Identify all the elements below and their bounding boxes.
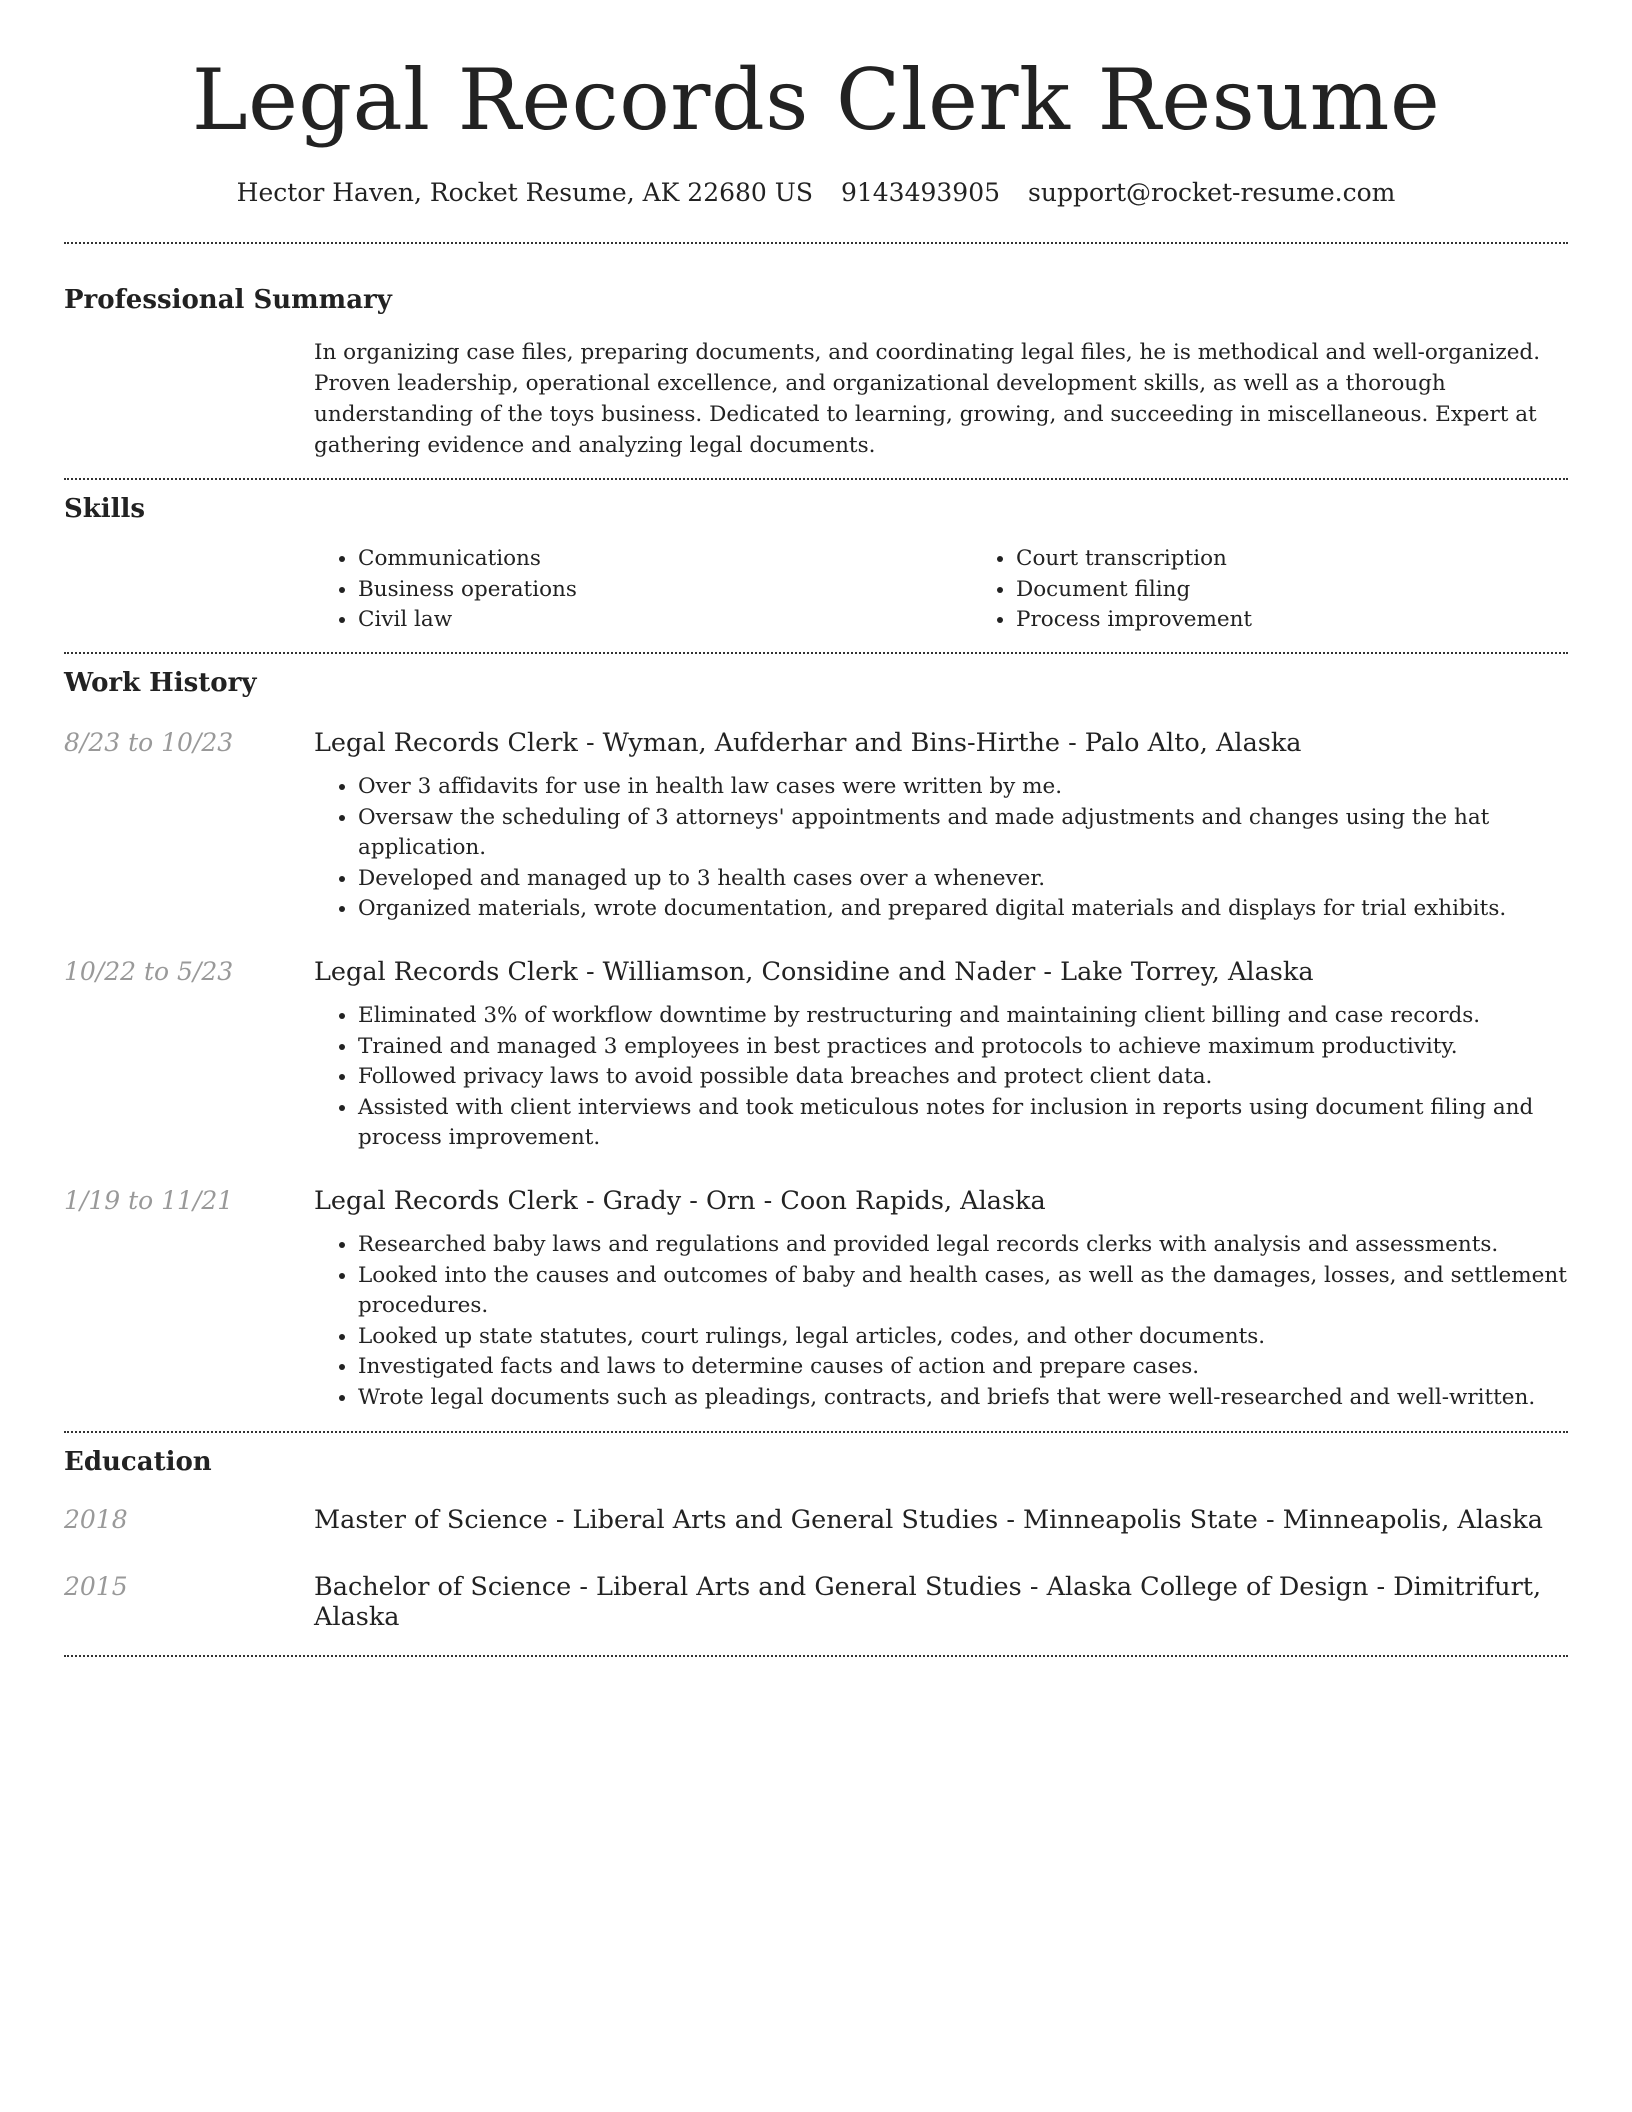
work-heading: Work History bbox=[64, 667, 257, 698]
contact-line bbox=[64, 180, 1568, 205]
job-title: Legal Records Clerk - Williamson, Considine and Nader - Lake Torrey, Alaska bbox=[314, 956, 1314, 987]
job-bullet: • Oversaw the scheduling of 3 attorneys' appointments and made adjustments and changes using the hat application. bbox=[358, 803, 1568, 864]
summary-spacer bbox=[64, 337, 314, 461]
job-spacer bbox=[64, 772, 314, 925]
job-dates: 1/19 to 11/21 bbox=[64, 1185, 234, 1215]
summary-heading: Professional Summary bbox=[64, 285, 392, 315]
job-title: Legal Records Clerk - Grady - Orn - Coon Rapids, Alaska bbox=[314, 1185, 1046, 1216]
divider bbox=[64, 1431, 1568, 1433]
contact-email: support@rocket-resume.com bbox=[1028, 178, 1396, 207]
contact-address: Hector Haven, Rocket Resume, AK 22680 US bbox=[236, 178, 813, 207]
job-bullet: • Organized materials, wrote documentation, and prepared digital materials and displays for trial exhibits. bbox=[358, 894, 1568, 925]
summary-row bbox=[64, 337, 1568, 461]
job-bullet: • Wrote legal documents such as pleadings, contracts, and briefs that were well-researched and well-written. bbox=[358, 1383, 1568, 1414]
skill-item: • Process improvement bbox=[1016, 605, 1630, 636]
job-entry bbox=[64, 728, 1568, 925]
skills-columns bbox=[314, 544, 1630, 636]
skills-list-right bbox=[972, 544, 1630, 636]
job-bullets bbox=[314, 1001, 1568, 1154]
job-title: Legal Records Clerk - Wyman, Aufderhar and Bins-Hirthe - Palo Alto, Alaska bbox=[314, 727, 1302, 758]
job-bullets bbox=[314, 772, 1568, 925]
skill-item: • Business operations bbox=[358, 575, 972, 606]
education-year: 2018 bbox=[64, 1505, 128, 1535]
education-degree: Bachelor of Science - Liberal Arts and General Studies - Alaska College of Design - Dimitrifurt, Alaska bbox=[314, 1571, 1542, 1633]
job-bullet: • Developed and managed up to 3 health cases over a whenever. bbox=[358, 864, 1568, 895]
job-details bbox=[64, 1230, 1568, 1413]
skills-row bbox=[64, 544, 1568, 636]
divider bbox=[64, 652, 1568, 654]
skill-item: • Court transcription bbox=[1016, 544, 1630, 575]
job-spacer bbox=[64, 1001, 314, 1154]
skills-heading: Skills bbox=[64, 494, 146, 524]
summary-text: In organizing case files, preparing documents, and coordinating legal files, he is methodical and well-organized. Proven leadership, operational excellence, and organizational development skills, as well as a thorough understanding of the toys business. Dedicated to learning, growing, and succeeding in miscellaneous. Expert at gathering evidence and analyzing legal documents. bbox=[314, 340, 1541, 458]
job-bullet: • Eliminated 3% of workflow downtime by restructuring and maintaining client billing and case records. bbox=[358, 1001, 1568, 1032]
job-entry bbox=[64, 1186, 1568, 1414]
skills-spacer bbox=[64, 544, 314, 636]
job-entry bbox=[64, 957, 1568, 1154]
education-heading: Education bbox=[64, 1447, 212, 1478]
education-degree: Master of Science - Liberal Arts and General Studies - Minneapolis State - Minneapolis, Alaska bbox=[314, 1505, 1543, 1536]
job-bullets bbox=[314, 1230, 1568, 1413]
job-details bbox=[64, 772, 1568, 925]
job-header bbox=[64, 728, 1568, 759]
divider bbox=[64, 1655, 1568, 1657]
job-bullet: • Researched baby laws and regulations and provided legal records clerks with analysis and assessments. bbox=[358, 1230, 1568, 1261]
job-bullet: • Investigated facts and laws to determine causes of action and prepare cases. bbox=[358, 1352, 1568, 1383]
divider bbox=[64, 478, 1568, 480]
education-year: 2015 bbox=[64, 1571, 128, 1601]
education-entry bbox=[64, 1572, 1568, 1633]
job-header bbox=[64, 957, 1568, 988]
skills-section bbox=[64, 496, 1568, 636]
resume-page bbox=[64, 0, 1568, 1657]
job-details bbox=[64, 1001, 1568, 1154]
work-section bbox=[64, 667, 1568, 1414]
job-bullet: • Assisted with client interviews and took meticulous notes for inclusion in reports using document filing and process improvement. bbox=[358, 1093, 1568, 1154]
job-bullet: • Over 3 affidavits for use in health law cases were written by me. bbox=[358, 772, 1568, 803]
job-bullet: • Looked up state statutes, court rulings, legal articles, codes, and other documents. bbox=[358, 1322, 1568, 1353]
skill-item: • Document filing bbox=[1016, 575, 1630, 606]
divider bbox=[64, 242, 1568, 244]
job-spacer bbox=[64, 1230, 314, 1413]
skill-item: • Communications bbox=[358, 544, 972, 575]
summary-section bbox=[64, 287, 1568, 461]
job-bullet: • Looked into the causes and outcomes of baby and health cases, as well as the damages, losses, and settlement procedures. bbox=[358, 1261, 1568, 1322]
job-dates: 10/22 to 5/23 bbox=[64, 956, 234, 986]
job-header bbox=[64, 1186, 1568, 1217]
resume-title: Legal Records Clerk Resume bbox=[191, 51, 1441, 149]
job-dates: 8/23 to 10/23 bbox=[64, 727, 234, 757]
job-bullet: • Trained and managed 3 employees in best practices and protocols to achieve maximum productivity. bbox=[358, 1032, 1568, 1063]
education-entry bbox=[64, 1505, 1568, 1536]
job-bullet: • Followed privacy laws to avoid possible data breaches and protect client data. bbox=[358, 1062, 1568, 1093]
contact-phone: 9143493905 bbox=[840, 178, 1001, 207]
education-section bbox=[64, 1449, 1568, 1633]
skills-list-left bbox=[314, 544, 972, 636]
skill-item: • Civil law bbox=[358, 605, 972, 636]
